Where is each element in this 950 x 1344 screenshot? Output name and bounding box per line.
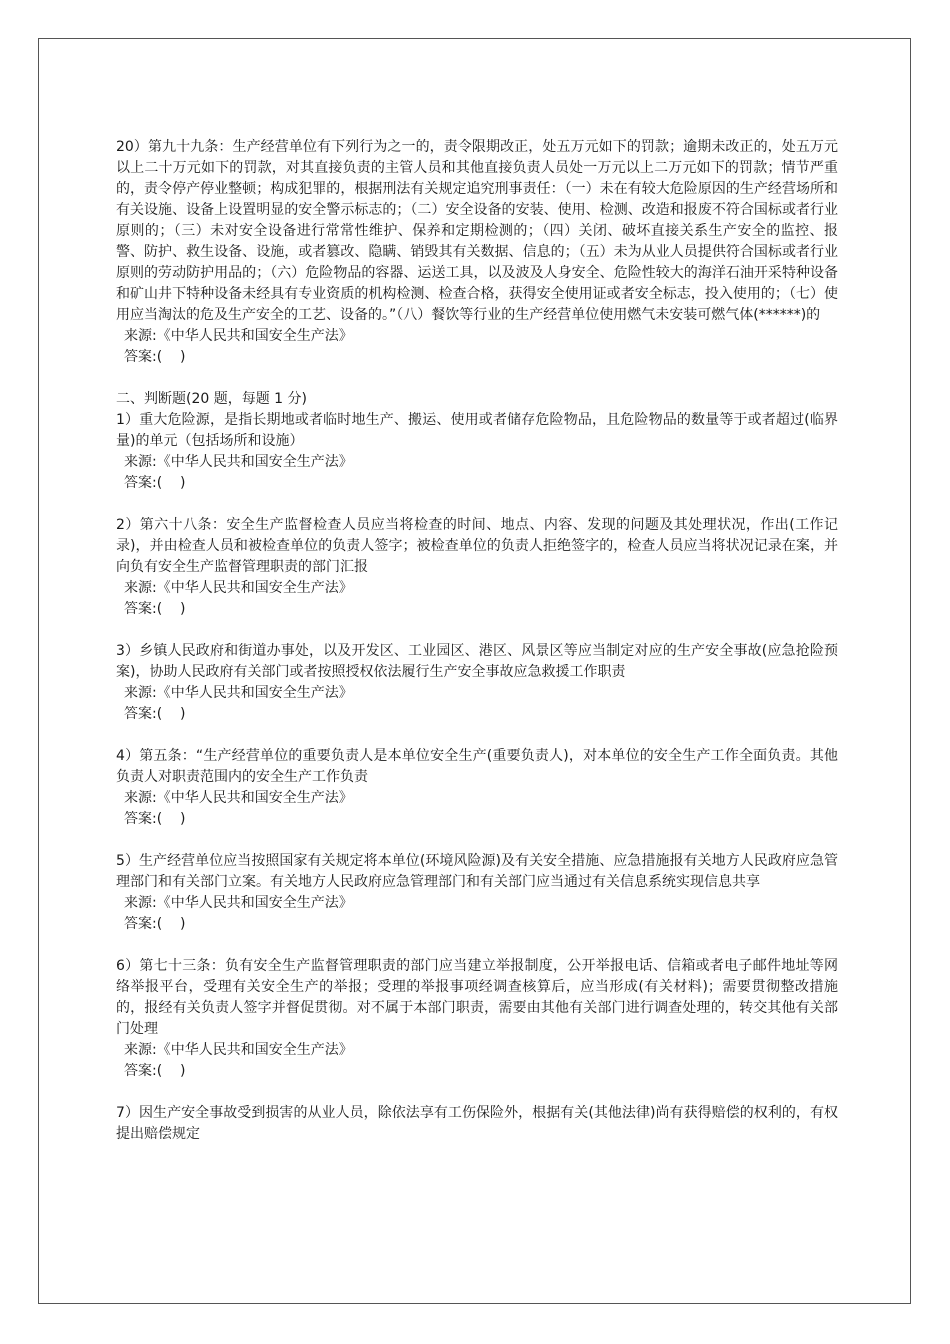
question-text: 7）因生产安全事故受到损害的从业人员，除依法享有工伤保险外，根据有关(其他法律)尚有获得赔偿的权利的，有权提出赔偿规定 bbox=[116, 1105, 838, 1142]
judge-question-6 bbox=[116, 956, 838, 1082]
question-answer: 答案:( ) bbox=[124, 475, 186, 491]
question-source: 来源:《中华人民共和国安全生产法》 bbox=[124, 580, 353, 596]
question-text: 4）第五条：“生产经营单位的重要负责人是本单位安全生产(重要负责人)，对本单位的安全生产工作全面负责。其他负责人对职责范围内的安全生产工作负责 bbox=[116, 748, 838, 785]
judge-question-5 bbox=[116, 851, 838, 935]
question-text: 5）生产经营单位应当按照国家有关规定将本单位(环境风险源)及有关安全措施、应急措施报有关地方人民政府应急管理部门和有关部门立案。有关地方人民政府应急管理部门和有关部门应当通过有关信息系统实现信息共享 bbox=[116, 853, 838, 890]
question-20 bbox=[116, 137, 838, 368]
judge-question-3 bbox=[116, 641, 838, 725]
judge-question-7 bbox=[116, 1103, 838, 1145]
question-source: 来源:《中华人民共和国安全生产法》 bbox=[124, 895, 353, 911]
question-answer: 答案:( ) bbox=[124, 811, 186, 827]
section-title-judgement: 二、判断题(20 题，每题 1 分) bbox=[116, 391, 307, 407]
question-source: 来源:《中华人民共和国安全生产法》 bbox=[124, 1042, 353, 1058]
question-source: 来源:《中华人民共和国安全生产法》 bbox=[124, 454, 353, 470]
document-body bbox=[116, 137, 838, 1145]
question-text: 2）第六十八条：安全生产监督检查人员应当将检查的时间、地点、内容、发现的问题及其处理状况，作出(工作记录)，并由检查人员和被检查单位的负责人签字；被检查单位的负责人拒绝签字的，检查人员应当将状况记录在案，并向负有安全生产监督管理职责的部门汇报 bbox=[116, 517, 838, 575]
question-text: 6）第七十三条：负有安全生产监督管理职责的部门应当建立举报制度，公开举报电话、信箱或者电子邮件地址等网络举报平台，受理有关安全生产的举报；受理的举报事项经调查核算后，应当形成(有关材料)；需要贯彻整改措施的，报经有关负责人签字并督促贯彻。对不属于本部门职责，需要由其他有关部门进行调查处理的，转交其他有关部门处理 bbox=[116, 958, 838, 1037]
question-text: 20）第九十九条：生产经营单位有下列行为之一的，责令限期改正，处五万元如下的罚款；逾期未改正的，处五万元以上二十万元如下的罚款，对其直接负责的主管人员和其他直接负责人员处一万元以上二万元如下的罚款；情节严重的，责令停产停业整顿；构成犯罪的，根据刑法有关规定追究刑事责任：（一）未在有较大危险原因的生产经营场所和有关设施、设备上设置明显的安全警示标志的；（二）安全设备的安装、使用、检测、改造和报废不符合国标或者行业原则的；（三）未对安全设备进行常常性维护、保养和定期检测的；（四）关闭、破坏直接关系生产安全的监控、报警、防护、救生设备、设施，或者篡改、隐瞒、销毁其有关数据、信息的；（五）未为从业人员提供符合国标或者行业原则的劳动防护用品的；（六）危险物品的容器、运送工具，以及波及人身安全、危险性较大的海洋石油开采特种设备和矿山井下特种设备未经具有专业资质的机构检测、检查合格，获得安全使用证或者安全标志，投入使用的；（七）使用应当淘汰的危及生产安全的工艺、设备的。”（八）餐饮等行业的生产经营单位使用燃气未安装可燃气体(******)的 bbox=[116, 139, 838, 323]
question-source: 来源:《中华人民共和国安全生产法》 bbox=[124, 685, 353, 701]
judge-question-4 bbox=[116, 746, 838, 830]
question-answer: 答案:( ) bbox=[124, 1063, 186, 1079]
question-text: 3）乡镇人民政府和街道办事处，以及开发区、工业园区、港区、风景区等应当制定对应的生产安全事故(应急抢险预案)，协助人民政府有关部门或者按照授权依法履行生产安全事故应急救援工作职责 bbox=[116, 643, 838, 680]
question-answer: 答案:( ) bbox=[124, 601, 186, 617]
judge-question-1 bbox=[116, 410, 838, 494]
question-source: 来源:《中华人民共和国安全生产法》 bbox=[124, 790, 353, 806]
question-answer: 答案:( ) bbox=[124, 706, 186, 722]
question-answer: 答案:( ) bbox=[124, 349, 186, 365]
question-text: 1）重大危险源，是指长期地或者临时地生产、搬运、使用或者储存危险物品，且危险物品的数量等于或者超过(临界量)的单元（包括场所和设施） bbox=[116, 412, 838, 449]
judge-question-2 bbox=[116, 515, 838, 620]
question-answer: 答案:( ) bbox=[124, 916, 186, 932]
question-source: 来源:《中华人民共和国安全生产法》 bbox=[124, 328, 353, 344]
